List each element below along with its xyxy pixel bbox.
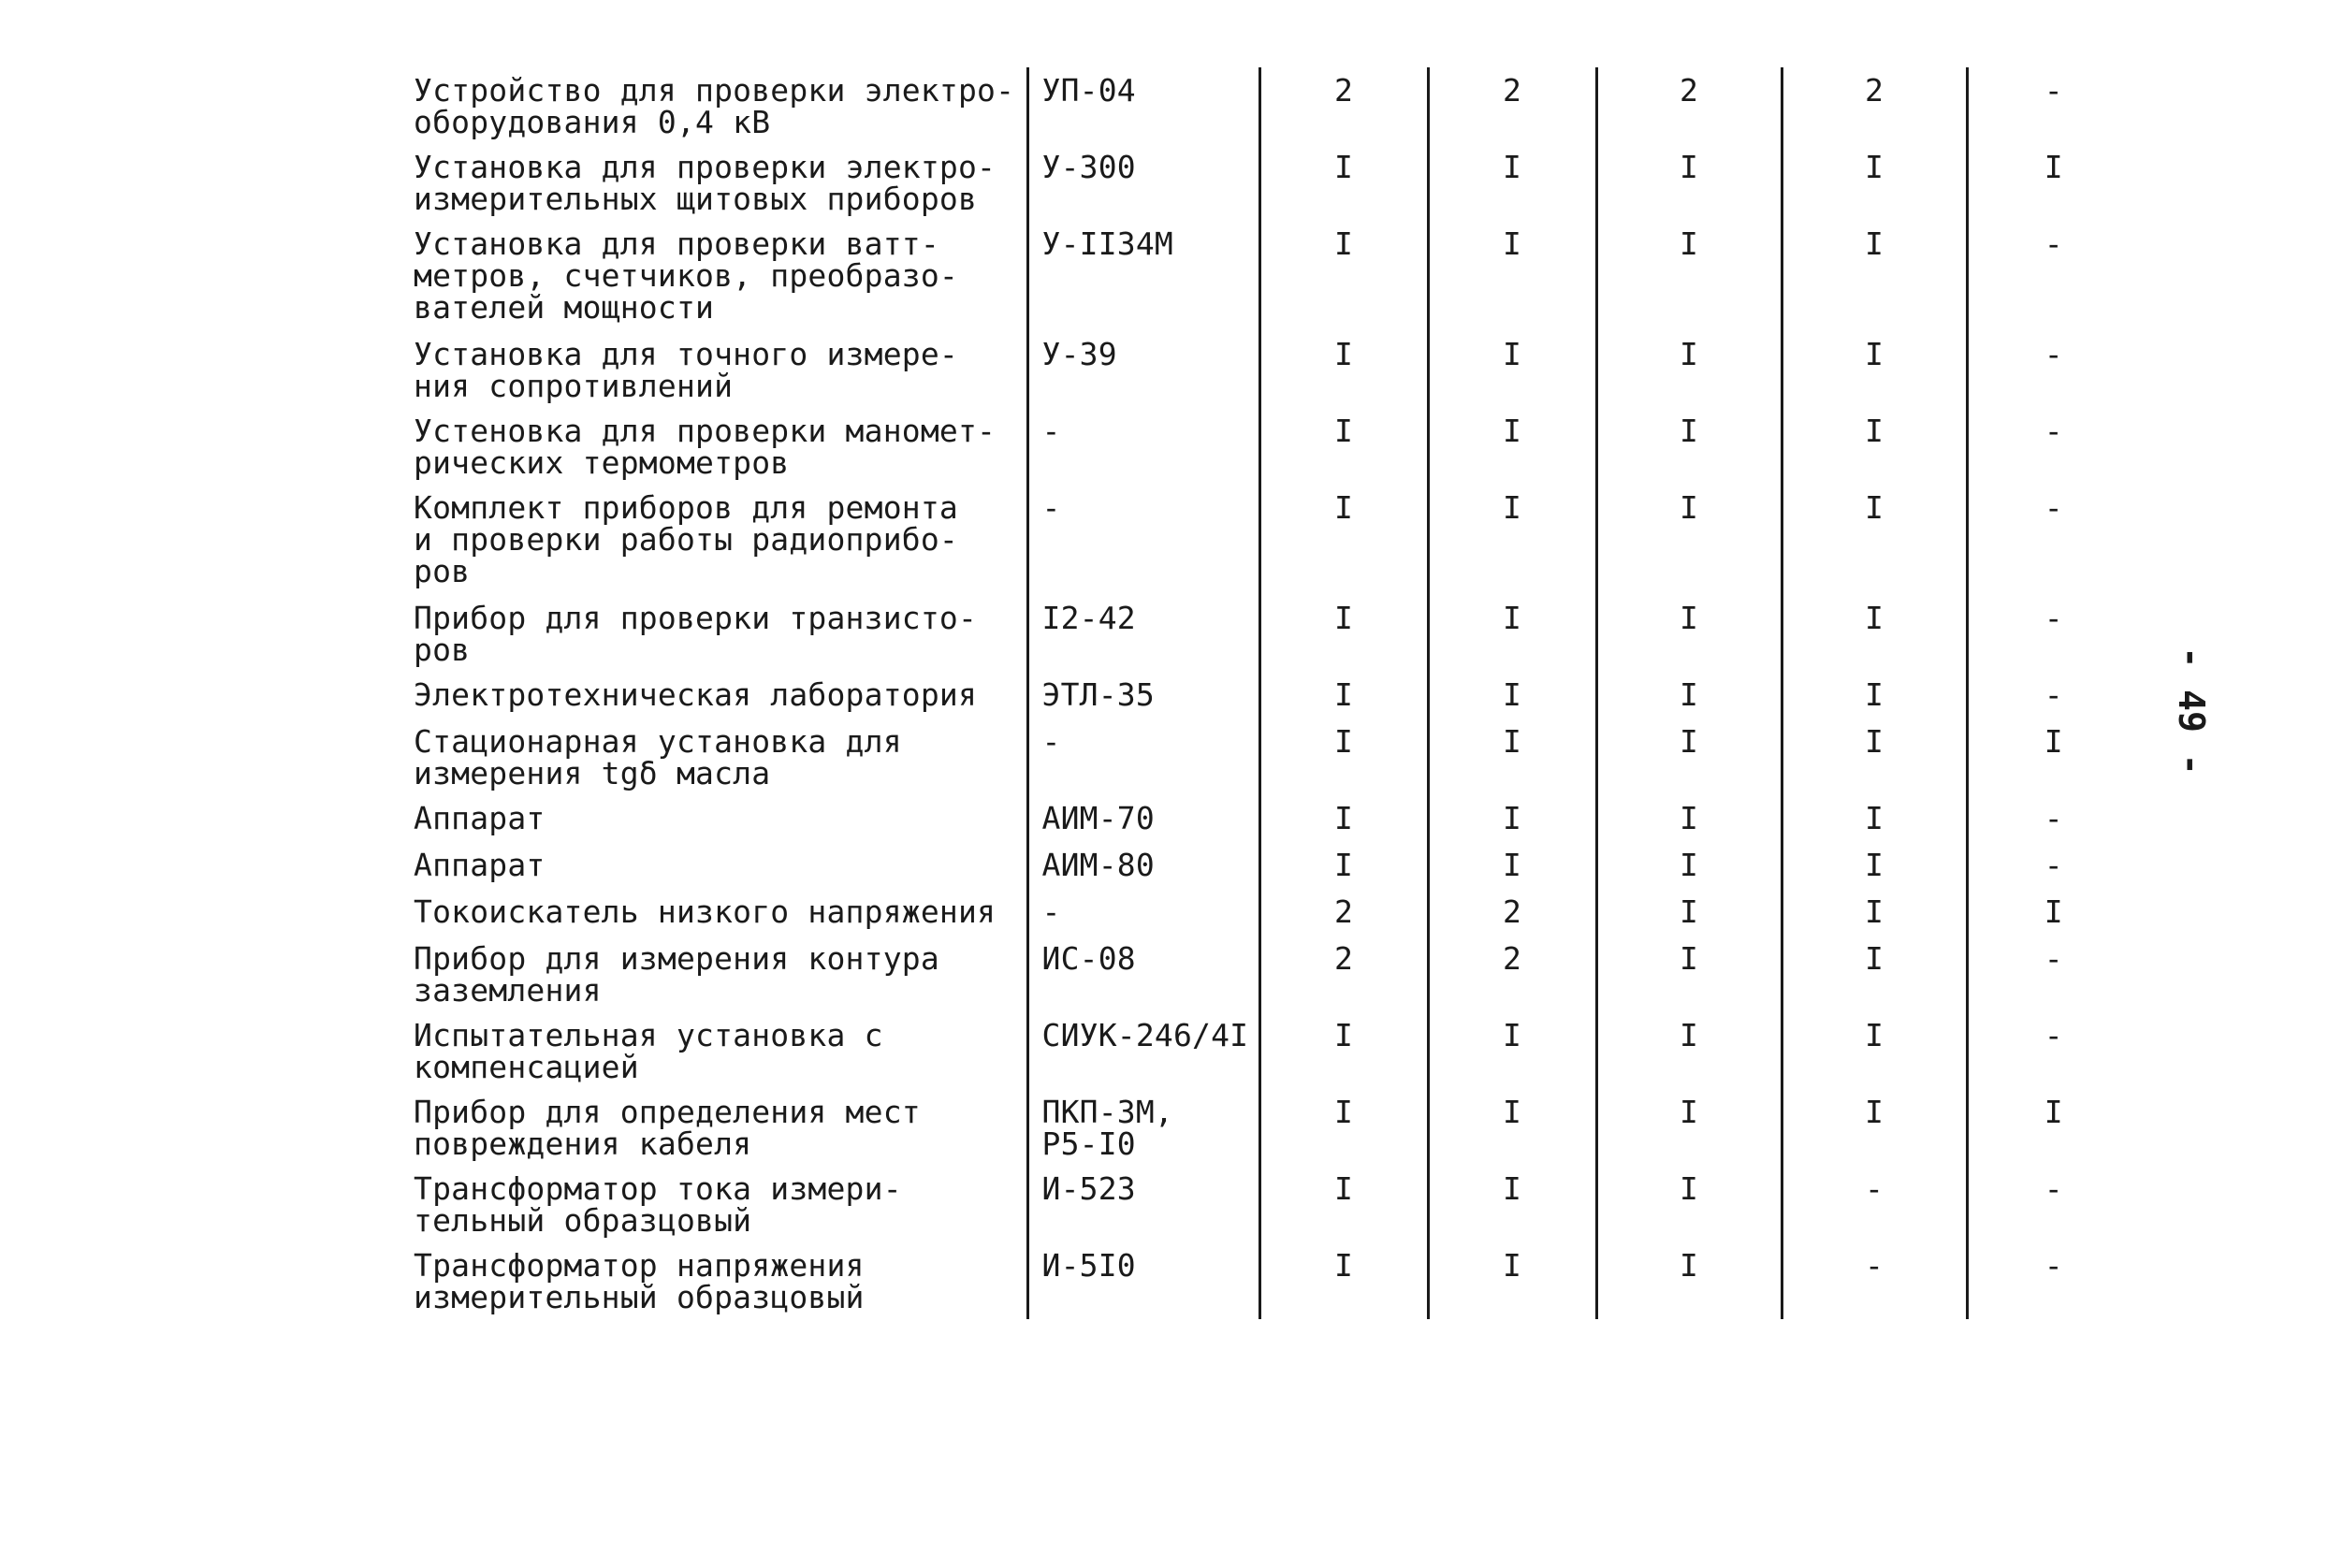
equipment-name: Установка для точного измере- ния сопротивлений	[414, 336, 958, 404]
quantity-cell: I	[1596, 1089, 1782, 1166]
quantity-cell: I	[1259, 672, 1428, 719]
quantity-cell: I	[1782, 795, 1967, 842]
quantity-cell: I	[1259, 485, 1428, 595]
equipment-type-code: -	[1027, 408, 1259, 485]
quantity-cell: -	[1782, 1242, 1967, 1319]
equipment-name: Аппарат	[414, 800, 546, 836]
quantity-cell: I	[1596, 889, 1782, 936]
quantity-cell: -	[1967, 221, 2139, 331]
equipment-type-code: -	[1027, 485, 1259, 595]
quantity-cell: I	[1259, 408, 1428, 485]
equipment-name: Установка для проверки ватт- метров, счетчиков, преобразо- вателей мощности	[414, 225, 958, 326]
quantity-cell: I	[1596, 485, 1782, 595]
equipment-name: Прибор для измерения контура заземления	[414, 940, 939, 1009]
equipment-name: Прибор для проверки транзисто- ров	[414, 600, 978, 668]
equipment-name: Устeновка для проверки маномет- рических термометров	[414, 413, 997, 481]
quantity-cell: I	[1782, 485, 1967, 595]
equipment-name: Испытательная установка с компенсацией	[414, 1017, 883, 1085]
quantity-cell: I	[1428, 1012, 1596, 1089]
quantity-cell: I	[1259, 331, 1428, 408]
quantity-cell: I	[1596, 1166, 1782, 1242]
equipment-type-code: И-523	[1027, 1166, 1259, 1242]
quantity-cell: 2	[1782, 67, 1967, 144]
quantity-cell: I	[1259, 595, 1428, 672]
quantity-cell: I	[1428, 595, 1596, 672]
quantity-cell: 2	[1428, 936, 1596, 1012]
quantity-cell: I	[1596, 795, 1782, 842]
quantity-cell: I	[1596, 1242, 1782, 1319]
table-row	[406, 1089, 2139, 1166]
quantity-cell: 2	[1428, 889, 1596, 936]
equipment-name: Трансформатор тока измери- тельный образцовый	[414, 1170, 902, 1239]
quantity-cell: I	[1428, 719, 1596, 795]
equipment-type-code: УП-04	[1027, 67, 1259, 144]
equipment-name: Установка для проверки электро- измерительных щитовых приборов	[414, 149, 997, 217]
quantity-cell: I	[1782, 672, 1967, 719]
quantity-cell: 2	[1259, 67, 1428, 144]
quantity-cell: I	[1596, 842, 1782, 889]
quantity-cell: -	[1967, 485, 2139, 595]
equipment-type-code: СИУК-246/4I	[1027, 1012, 1259, 1089]
quantity-cell: I	[1596, 1012, 1782, 1089]
equipment-type-code: -	[1027, 889, 1259, 936]
table-row	[406, 842, 2139, 889]
equipment-type-code: ПКП-3М, Р5-I0	[1027, 1089, 1259, 1166]
quantity-cell: I	[1428, 221, 1596, 331]
quantity-cell: I	[1596, 408, 1782, 485]
equipment-table-body	[406, 67, 2139, 1319]
quantity-cell: I	[1428, 672, 1596, 719]
quantity-cell: I	[1259, 719, 1428, 795]
quantity-cell: I	[1259, 1242, 1428, 1319]
equipment-type-code: -	[1027, 719, 1259, 795]
table-row	[406, 67, 2139, 144]
equipment-type-code: ЭТЛ-35	[1027, 672, 1259, 719]
table-row	[406, 889, 2139, 936]
quantity-cell: I	[1259, 221, 1428, 331]
table-row	[406, 595, 2139, 672]
quantity-cell: -	[1967, 1242, 2139, 1319]
table-row	[406, 221, 2139, 331]
quantity-cell: I	[1782, 331, 1967, 408]
quantity-cell: I	[1782, 889, 1967, 936]
quantity-cell: 2	[1428, 67, 1596, 144]
quantity-cell: I	[1428, 485, 1596, 595]
equipment-name: Устройство для проверки электро- оборудования 0,4 кВ	[414, 72, 1015, 140]
quantity-cell: I	[1428, 408, 1596, 485]
quantity-cell: I	[1596, 936, 1782, 1012]
quantity-cell: I	[1259, 842, 1428, 889]
equipment-table	[406, 67, 2139, 1319]
quantity-cell: I	[1259, 1089, 1428, 1166]
quantity-cell: 2	[1259, 889, 1428, 936]
quantity-cell: I	[1428, 1242, 1596, 1319]
quantity-cell: I	[1782, 719, 1967, 795]
quantity-cell: I	[1782, 595, 1967, 672]
quantity-cell: I	[1782, 144, 1967, 221]
table-row	[406, 936, 2139, 1012]
quantity-cell: I	[1782, 842, 1967, 889]
quantity-cell: I	[1428, 1166, 1596, 1242]
quantity-cell: -	[1967, 67, 2139, 144]
table-row	[406, 331, 2139, 408]
quantity-cell: -	[1967, 595, 2139, 672]
quantity-cell: I	[1596, 331, 1782, 408]
equipment-type-code: АИМ-80	[1027, 842, 1259, 889]
quantity-cell: I	[1782, 1012, 1967, 1089]
equipment-type-code: I2-42	[1027, 595, 1259, 672]
equipment-name: Аппарат	[414, 847, 546, 883]
quantity-cell: -	[1967, 672, 2139, 719]
table-row	[406, 1012, 2139, 1089]
table-row	[406, 719, 2139, 795]
equipment-name: Стационарная установка для измерения tgδ масла	[414, 723, 902, 791]
quantity-cell: I	[1596, 221, 1782, 331]
quantity-cell: -	[1967, 795, 2139, 842]
equipment-type-code: У-300	[1027, 144, 1259, 221]
quantity-cell: -	[1782, 1166, 1967, 1242]
page-number: - 49 -	[2171, 646, 2212, 776]
table-row	[406, 1242, 2139, 1319]
table-row	[406, 1166, 2139, 1242]
equipment-type-code: АИМ-70	[1027, 795, 1259, 842]
quantity-cell: I	[1428, 331, 1596, 408]
quantity-cell: I	[1259, 795, 1428, 842]
quantity-cell: 2	[1259, 936, 1428, 1012]
quantity-cell: I	[1428, 144, 1596, 221]
quantity-cell: I	[1428, 842, 1596, 889]
quantity-cell: I	[1428, 795, 1596, 842]
equipment-type-code: У-II34M	[1027, 221, 1259, 331]
equipment-type-code: У-39	[1027, 331, 1259, 408]
quantity-cell: I	[1259, 1012, 1428, 1089]
quantity-cell: -	[1967, 842, 2139, 889]
equipment-name: Электротехническая лаборатория	[414, 676, 978, 713]
equipment-name: Комплект приборов для ремонта и проверки работы радиоприбо- ров	[414, 489, 958, 589]
table-row	[406, 795, 2139, 842]
quantity-cell: I	[1259, 1166, 1428, 1242]
quantity-cell: -	[1967, 331, 2139, 408]
quantity-cell: I	[1782, 1089, 1967, 1166]
quantity-cell: I	[1259, 144, 1428, 221]
quantity-cell: I	[1596, 672, 1782, 719]
quantity-cell: -	[1967, 1012, 2139, 1089]
equipment-type-code: И-5I0	[1027, 1242, 1259, 1319]
equipment-type-code: ИС-08	[1027, 936, 1259, 1012]
quantity-cell: I	[1428, 1089, 1596, 1166]
equipment-name: Токоискатель низкого напряжения	[414, 893, 997, 930]
quantity-cell: I	[1782, 221, 1967, 331]
quantity-cell: -	[1967, 408, 2139, 485]
quantity-cell: 2	[1596, 67, 1782, 144]
table-row	[406, 485, 2139, 595]
table-row	[406, 408, 2139, 485]
quantity-cell: I	[1967, 719, 2139, 795]
equipment-name: Трансформатор напряжения измерительный образцовый	[414, 1247, 865, 1315]
quantity-cell: I	[1782, 936, 1967, 1012]
equipment-name: Прибор для определения мест повреждения кабеля	[414, 1094, 921, 1162]
table-row	[406, 672, 2139, 719]
quantity-cell: I	[1596, 144, 1782, 221]
quantity-cell: I	[1596, 595, 1782, 672]
quantity-cell: -	[1967, 936, 2139, 1012]
quantity-cell: I	[1967, 144, 2139, 221]
quantity-cell: I	[1967, 889, 2139, 936]
quantity-cell: I	[1596, 719, 1782, 795]
table-row	[406, 144, 2139, 221]
quantity-cell: -	[1967, 1166, 2139, 1242]
quantity-cell: I	[1967, 1089, 2139, 1166]
quantity-cell: I	[1782, 408, 1967, 485]
